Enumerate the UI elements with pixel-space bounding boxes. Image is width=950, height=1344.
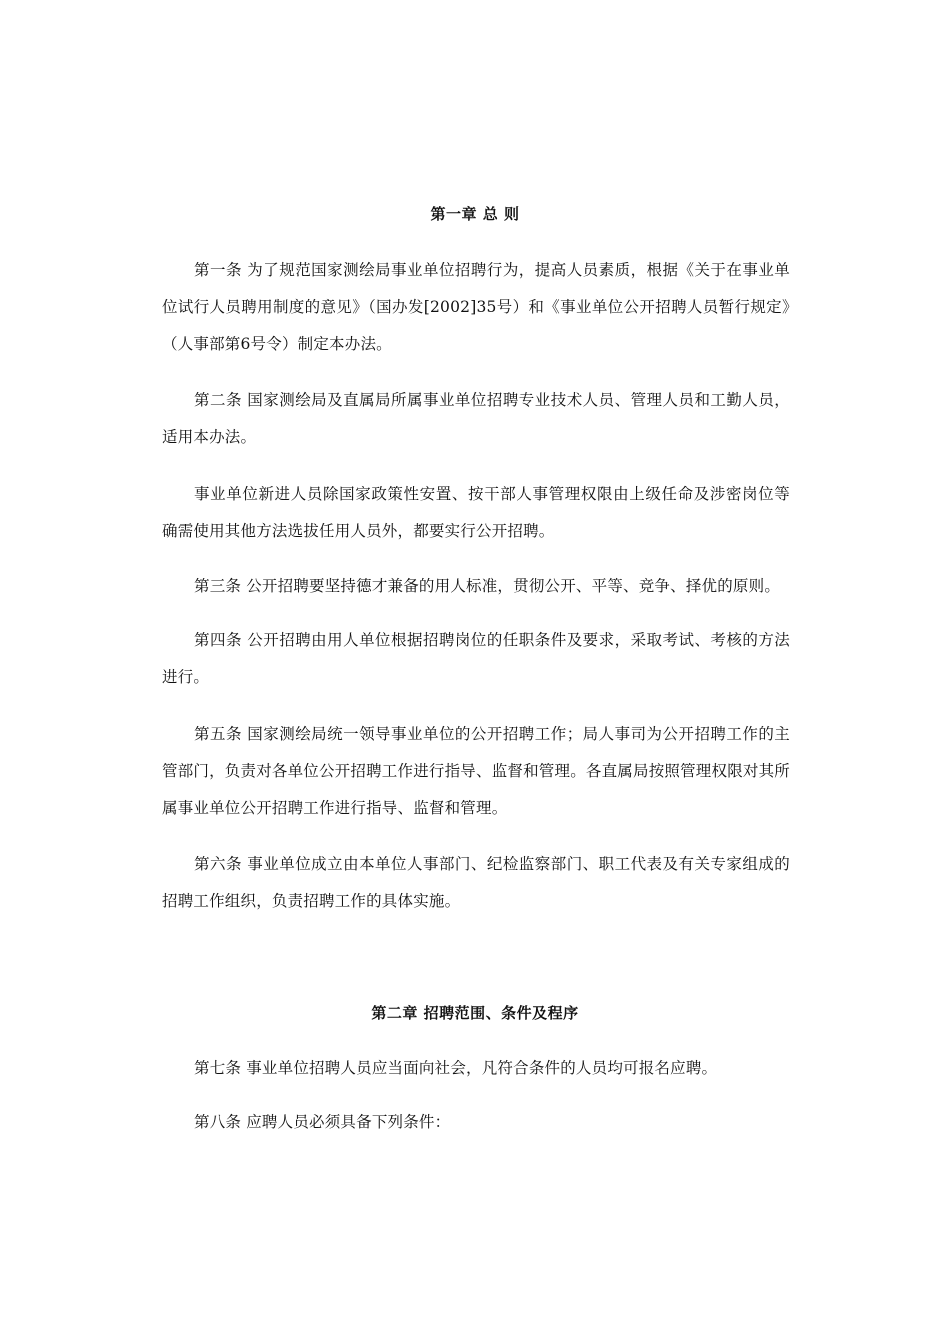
chapter-2-heading: 第二章 招聘范围、条件及程序 [371, 1004, 579, 1022]
article-3: 第三条 公开招聘要坚持德才兼备的用人标准，贯彻公开、平等、竞争、择优的原则。 [194, 577, 781, 595]
article-2-paragraph-2: 事业单位新进人员除国家政策性安置、按干部人事管理权限由上级任命及涉密岗位等确需使用其他方法选拔任用人员外，都要实行公开招聘。 [162, 485, 790, 540]
article-8: 第八条 应聘人员必须具备下列条件： [194, 1113, 451, 1131]
article-6: 第六条 事业单位成立由本单位人事部门、纪检监察部门、职工代表及有关专家组成的招聘工作组织，负责招聘工作的具体实施。 [162, 855, 790, 910]
article-5: 第五条 国家测绘局统一领导事业单位的公开招聘工作；局人事司为公开招聘工作的主管部门，负责对各单位公开招聘工作进行指导、监督和管理。各直属局按照管理权限对其所属事业单位公开招聘工作进行指导、监督和管理。 [162, 725, 791, 817]
article-7: 第七条 事业单位招聘人员应当面向社会，凡符合条件的人员均可报名应聘。 [194, 1059, 718, 1077]
article-2: 第二条 国家测绘局及直属局所属事业单位招聘专业技术人员、管理人员和工勤人员，适用本办法。 [162, 391, 790, 446]
article-4: 第四条 公开招聘由用人单位根据招聘岗位的任职条件及要求，采取考试、考核的方法进行。 [162, 631, 790, 686]
chapter-1-heading: 第一章 总 则 [430, 205, 520, 223]
article-1: 第一条 为了规范国家测绘局事业单位招聘行为，提高人员素质，根据《关于在事业单位试行人员聘用制度的意见》（国办发[2002]35号）和《事业单位公开招聘人员暂行规定》（人事部第6号令）制定本办法。 [162, 261, 790, 353]
